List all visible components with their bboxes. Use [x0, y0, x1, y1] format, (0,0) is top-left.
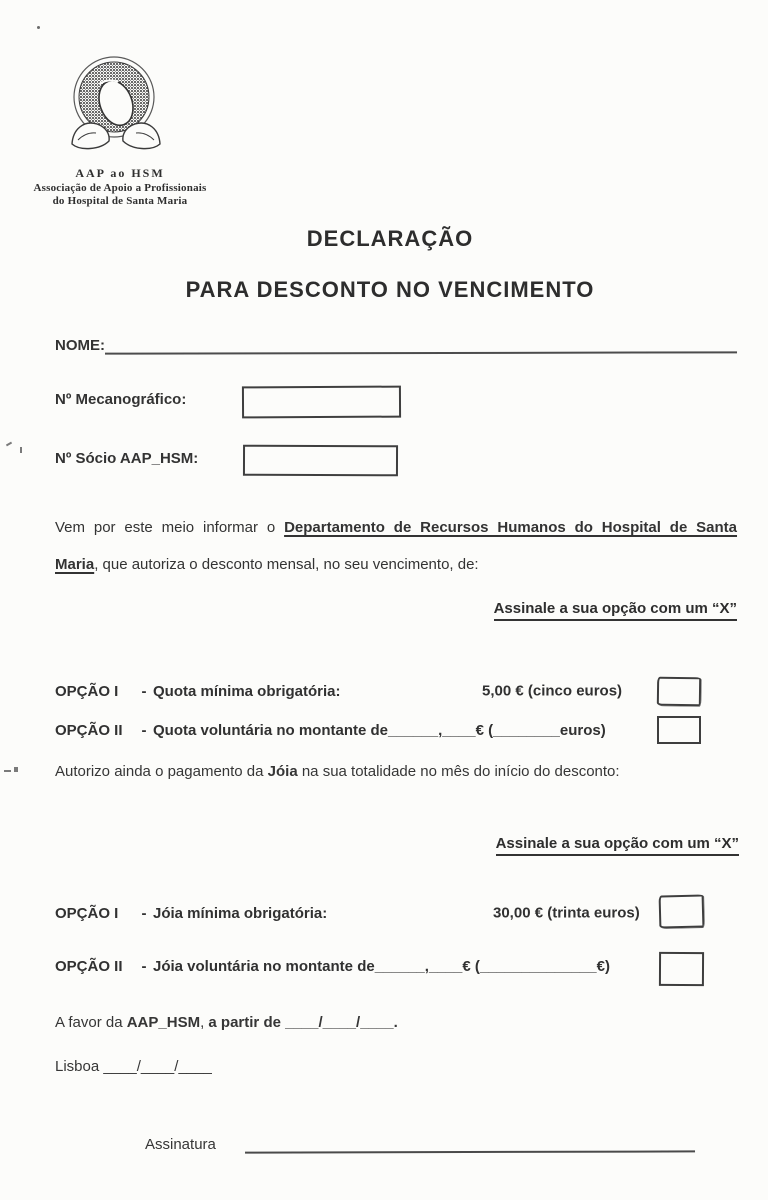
joia-amount-words-blank[interactable]: ______________ — [479, 957, 597, 975]
favor-line — [55, 1014, 398, 1031]
quota-option2-row — [55, 715, 737, 745]
quota-option2-close: euros) — [559, 721, 606, 739]
favor-pre: A favor da — [55, 1014, 127, 1031]
quota-amount-int-blank[interactable]: ______ — [388, 721, 439, 739]
lisboa-label: Lisboa — [55, 1058, 100, 1075]
intro-paragraph — [55, 509, 737, 583]
quota-option1-label: OPÇÃO I — [55, 682, 119, 700]
scan-artifact-mark — [4, 770, 11, 772]
joia-option2-text: Jóia voluntária no montante de — [153, 957, 375, 975]
aap-hsm-logo — [62, 54, 170, 156]
joia-decimal-sep: , — [424, 957, 429, 975]
joia-intro-bold: Jóia — [267, 763, 298, 780]
quota-amount-words-blank[interactable]: ________ — [493, 721, 560, 739]
quota-option1-value: 5,00 € (cinco euros) — [482, 682, 623, 700]
intro-line1-bold: Departamento de Recursos Humanos do Hospital de Santa — [284, 519, 738, 536]
joia-instruction: Assinale a sua opção com um “X” — [496, 835, 739, 856]
title-line2: PARA DESCONTO NO VENCIMENTO — [185, 277, 595, 302]
signature-input-line[interactable] — [245, 1130, 695, 1153]
socio-label: Nº Sócio AAP_HSM: — [55, 450, 199, 467]
logo-acronym: AAP ao HSM — [75, 166, 165, 180]
intro-line2-bold: Maria — [55, 556, 95, 573]
mecanografico-label: Nº Mecanográfico: — [55, 391, 187, 408]
joia-intro — [55, 763, 620, 780]
scan-artifact-mark — [14, 767, 18, 772]
joia-option1-checkbox[interactable] — [659, 894, 705, 928]
joia-option2-label: OPÇÃO II — [55, 957, 123, 975]
joia-option1-row — [55, 898, 737, 928]
name-label: NOME: — [55, 337, 105, 354]
name-field-row — [55, 334, 737, 354]
quota-decimal-sep: , — [438, 721, 443, 739]
joia-currency-open: € ( — [462, 957, 480, 975]
quota-instruction: Assinale a sua opção com um “X” — [494, 600, 737, 621]
joia-option1-value: 30,00 € (trinta euros) — [493, 904, 640, 922]
logo-org-line1: Associação de Apoio a Profissionais — [33, 182, 207, 194]
logo-org-line2: do Hospital de Santa Maria — [52, 195, 188, 207]
title-line1: DECLARAÇÃO — [306, 226, 474, 251]
joia-amount-dec-blank[interactable]: ____ — [428, 957, 463, 975]
joia-option2-dash: - — [141, 957, 147, 975]
scan-artifact-mark — [20, 447, 22, 453]
quota-option2-text: Quota voluntária no montante de — [153, 721, 389, 739]
intro-line1-pre: Vem por este meio informar o — [55, 519, 285, 536]
quota-option2-checkbox[interactable] — [657, 716, 701, 744]
joia-option1-label: OPÇÃO I — [55, 904, 119, 922]
joia-amount-int-blank[interactable]: ______ — [374, 957, 425, 975]
favor-date-blank[interactable]: ____/____/____. — [280, 1014, 398, 1031]
intro-line2-post: , que autoriza o desconto mensal, no seu vencimento, de: — [94, 556, 479, 573]
favor-comma: , — [200, 1014, 209, 1031]
joia-intro-post: na sua totalidade no mês do início do desconto: — [297, 763, 620, 780]
scan-artifact-mark — [6, 442, 12, 447]
quota-option1-checkbox[interactable] — [657, 677, 701, 707]
quota-amount-dec-blank[interactable]: ____ — [442, 721, 476, 739]
logo-caption — [5, 166, 235, 207]
document-title — [40, 226, 740, 303]
joia-intro-pre: Autorizo ainda o pagamento da — [55, 763, 268, 780]
favor-org: AAP_HSM — [126, 1014, 201, 1031]
quota-option1-text: Quota mínima obrigatória: — [153, 682, 341, 700]
quota-currency-open: € ( — [475, 721, 494, 739]
favor-apartir: a partir de — [208, 1014, 281, 1031]
joia-option2-row — [55, 951, 737, 981]
signature-label: Assinatura — [145, 1136, 216, 1153]
mecanografico-input-box[interactable] — [242, 386, 401, 419]
joia-option2-close: €) — [596, 957, 610, 975]
quota-option1-dash: - — [141, 682, 147, 700]
lisboa-line — [55, 1058, 212, 1075]
quota-option1-row — [55, 676, 737, 706]
scan-artifact-dot — [37, 26, 40, 29]
lisboa-date-blank[interactable]: ____/____/____ — [99, 1058, 212, 1075]
joia-option1-text: Jóia mínima obrigatória: — [153, 904, 328, 922]
quota-option2-dash: - — [141, 721, 147, 739]
quota-option2-label: OPÇÃO II — [55, 721, 123, 739]
socio-input-box[interactable] — [243, 445, 398, 477]
joia-option2-checkbox[interactable] — [659, 952, 704, 986]
name-input-line[interactable] — [105, 333, 737, 354]
joia-option1-dash: - — [141, 904, 147, 922]
